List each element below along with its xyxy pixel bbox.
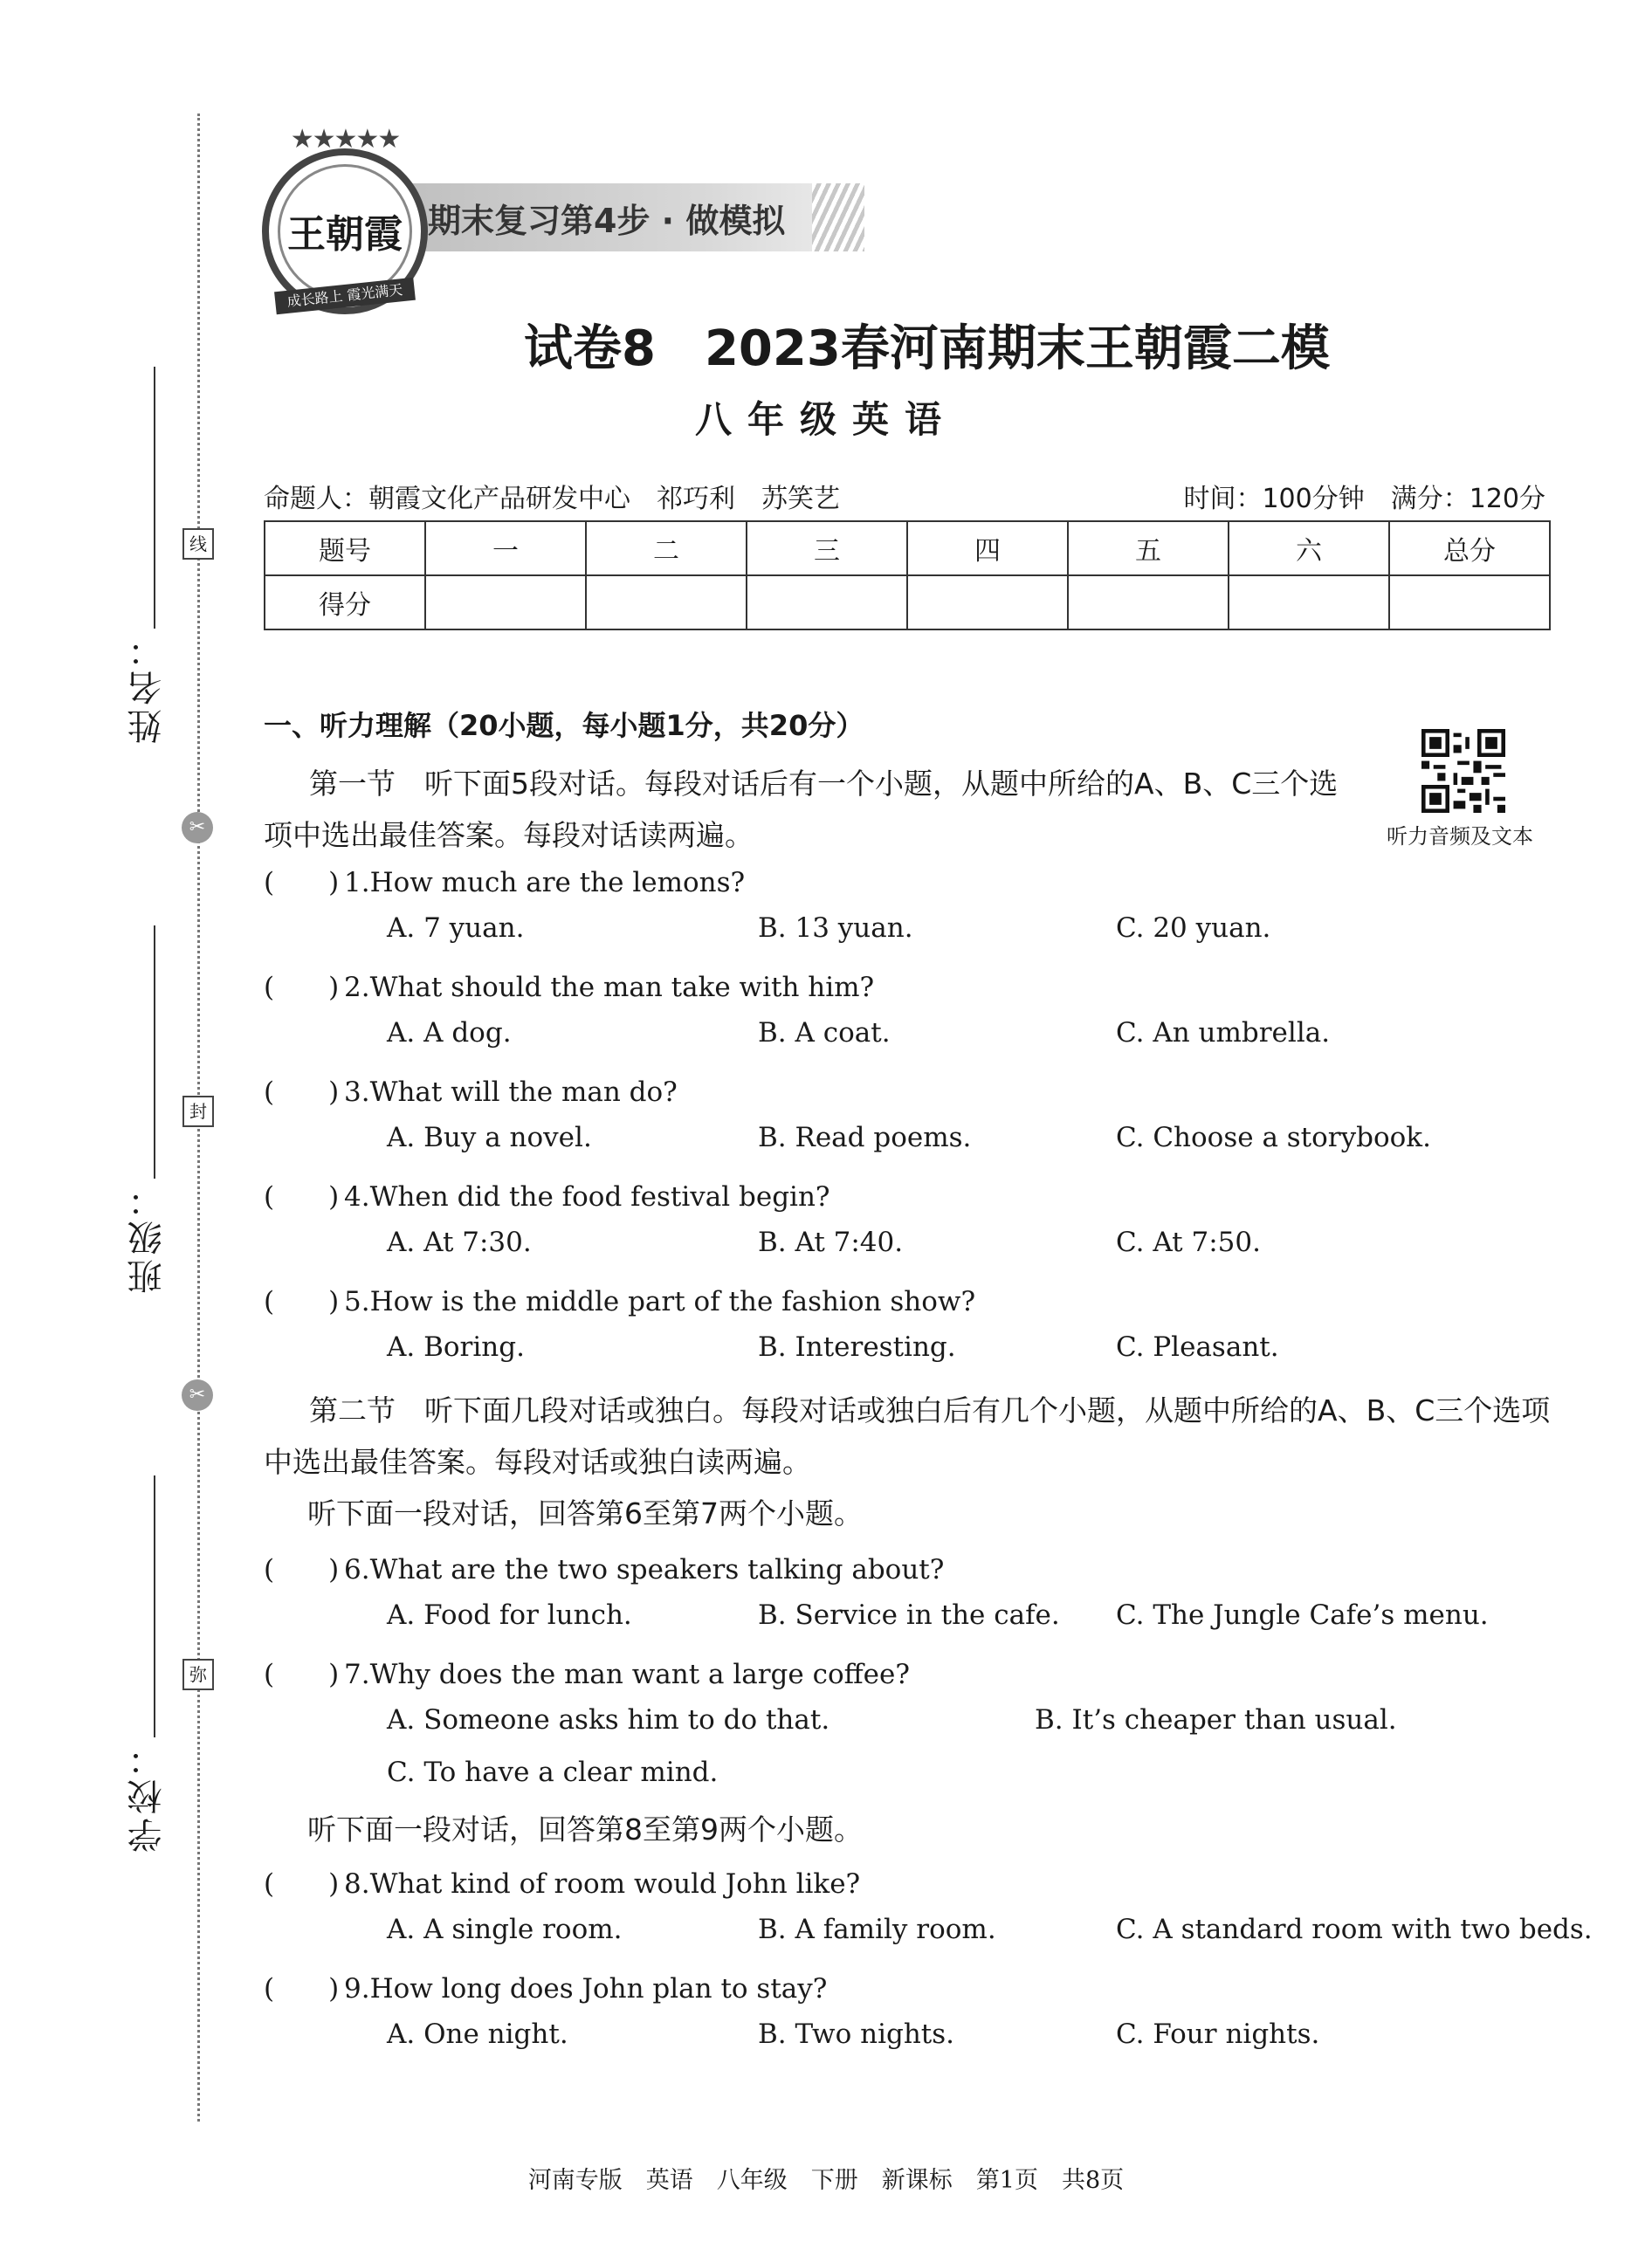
option: B. At 7:40.	[758, 1227, 904, 1258]
answer-paren[interactable]: ( )	[264, 867, 340, 898]
option: A. Buy a novel.	[387, 1122, 592, 1153]
dialog-instruction-8-9: 听下面一段对话，回答第8至第9两个小题。	[307, 1812, 863, 1847]
score-cell[interactable]	[1229, 575, 1389, 629]
score-cell[interactable]	[1389, 575, 1550, 629]
question-4: ( ) 4.When did the food festival begin?	[264, 1174, 830, 1214]
score-header-cell: 二	[586, 521, 747, 575]
option: B. Interesting.	[758, 1331, 956, 1363]
answer-paren[interactable]: ( )	[264, 1286, 340, 1317]
page-footer: 河南专版 英语 八年级 下册 新课标 第1页 共8页	[527, 2167, 1125, 2194]
score-cell[interactable]	[747, 575, 907, 629]
logo-slogan: 成长路上 霞光满天	[274, 278, 416, 315]
option: C. A standard room with two beds.	[1116, 1914, 1593, 1945]
question-5: ( ) 5.How is the middle part of the fashion show?	[264, 1279, 975, 1318]
option: C. At 7:50.	[1116, 1227, 1261, 1258]
answer-paren[interactable]: ( )	[264, 972, 340, 1003]
question-1: ( ) 1.How much are the lemons?	[264, 860, 745, 899]
logo-text: 王朝霞	[287, 212, 403, 257]
answer-paren[interactable]: ( )	[264, 1076, 340, 1108]
cut-label-line: 线	[182, 528, 214, 560]
question-8: ( ) 8.What kind of room would John like?	[264, 1861, 860, 1901]
part1-intro: 第一节 听下面5段对话。每段对话后有一个小题，从题中所给的A、B、C三个选项中选出最佳答案。每段对话读两遍。	[264, 767, 1339, 852]
score-header-cell: 四	[907, 521, 1068, 575]
score-cell[interactable]	[586, 575, 747, 629]
score-header-cell: 六	[1229, 521, 1389, 575]
answer-paren[interactable]: ( )	[264, 1554, 340, 1585]
qr-label: 听力音频及文本	[1387, 824, 1533, 849]
score-table	[264, 520, 1551, 630]
score-row-label: 得分	[265, 575, 425, 629]
option: A. Food for lunch.	[387, 1599, 632, 1631]
class-label: 班级：	[127, 1179, 168, 1294]
score-cell[interactable]	[425, 575, 586, 629]
scissors-icon: ✂	[182, 1379, 213, 1411]
score-header-cell: 题号	[265, 521, 425, 575]
score-header-cell: 总分	[1389, 521, 1550, 575]
option: A. 7 yuan.	[387, 912, 525, 944]
answer-paren[interactable]: ( )	[264, 1973, 340, 2005]
answer-paren[interactable]: ( )	[264, 1181, 340, 1213]
score-header-cell: 三	[747, 521, 907, 575]
option: B. Two nights.	[758, 2019, 955, 2050]
question-7: ( ) 7.Why does the man want a large coffee?	[264, 1652, 910, 1691]
option: B. A family room.	[758, 1914, 996, 1945]
question-6: ( ) 6.What are the two speakers talking about?	[264, 1547, 944, 1586]
banner-stripes	[812, 183, 864, 251]
question-9: ( ) 9.How long does John plan to stay?	[264, 1966, 827, 2005]
option: B. Read poems.	[758, 1122, 972, 1153]
option: C. An umbrella.	[1116, 1017, 1331, 1049]
option: B. It’s cheaper than usual.	[1035, 1704, 1397, 1736]
section-title: 一、听力理解（20小题，每小题1分，共20分）	[264, 709, 864, 742]
school-label: 学校：	[127, 1737, 168, 1853]
score-table-score-row	[265, 575, 1550, 629]
option: B. A coat.	[758, 1017, 891, 1049]
score-cell[interactable]	[1068, 575, 1229, 629]
question-3: ( ) 3.What will the man do?	[264, 1069, 678, 1109]
time-score-line: 时间：100分钟 满分：120分	[1183, 484, 1545, 514]
option: C. Four nights.	[1116, 2019, 1320, 2050]
logo-stars-icon: ★★★★★	[290, 124, 400, 155]
school-blank	[154, 1475, 155, 1737]
answer-paren[interactable]: ( )	[264, 1868, 340, 1900]
option: C. To have a clear mind.	[387, 1757, 719, 1788]
option: C. 20 yuan.	[1116, 912, 1271, 944]
cut-label-inner: 弥	[182, 1659, 214, 1690]
option: A. Someone asks him to do that.	[387, 1704, 830, 1736]
option: A. A single room.	[387, 1914, 623, 1945]
option: A. At 7:30.	[387, 1227, 532, 1258]
author-line: 命题人：朝霞文化产品研发中心 祁巧利 苏笑艺	[264, 484, 840, 514]
banner-text: 期末复习第4步 · 做模拟	[428, 202, 786, 240]
cut-label-seal: 封	[182, 1096, 214, 1127]
option: A. Boring.	[387, 1331, 525, 1363]
class-blank	[154, 925, 155, 1179]
question-2: ( ) 2.What should the man take with him?	[264, 965, 874, 1004]
option: C. Choose a storybook.	[1116, 1122, 1431, 1153]
option: A. A dog.	[387, 1017, 512, 1049]
paper-title: 试卷8 2023春河南期末王朝霞二模	[524, 320, 1330, 377]
option: C. The Jungle Cafe’s menu.	[1116, 1599, 1489, 1631]
scissors-icon: ✂	[182, 812, 213, 843]
option: C. Pleasant.	[1116, 1331, 1279, 1363]
part2-intro: 第二节 听下面几段对话或独白。每段对话或独白后有几个小题，从题中所给的A、B、C三个选项中选出最佳答案。每段对话或独白读两遍。	[264, 1393, 1551, 1479]
option: A. One night.	[387, 2019, 568, 2050]
score-header-cell: 五	[1068, 521, 1229, 575]
score-table-header-row	[265, 521, 1550, 575]
qr-code-icon[interactable]	[1421, 729, 1505, 813]
score-header-cell: 一	[425, 521, 586, 575]
dialog-instruction-6-7: 听下面一段对话，回答第6至第7两个小题。	[307, 1496, 863, 1530]
answer-paren[interactable]: ( )	[264, 1659, 340, 1690]
name-label: 姓名：	[127, 629, 168, 744]
option: B. 13 yuan.	[758, 912, 913, 944]
option: B. Service in the cafe.	[758, 1599, 1060, 1631]
paper-subtitle: 八年级英语	[694, 398, 957, 441]
score-cell[interactable]	[907, 575, 1068, 629]
